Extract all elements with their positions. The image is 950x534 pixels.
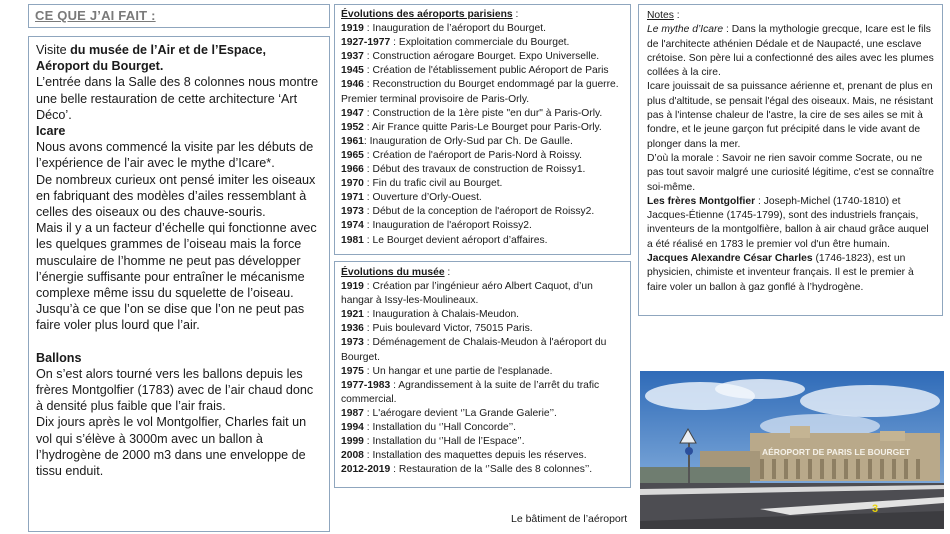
airports-year: 1973: [341, 206, 364, 218]
airports-item: [341, 234, 625, 248]
museum-item: [341, 421, 625, 435]
page-title: CE QUE J’AI FAIT :: [35, 8, 156, 23]
airports-event: : Exploitation commerciale du Bourget.: [390, 37, 570, 49]
museum-year: 1994: [341, 422, 364, 434]
intro-museum-name: du musée de l’Air et de l’Espace, Aéroport du Bourget.: [36, 43, 267, 74]
intro-paragraph: [36, 42, 321, 74]
airports-year: 1927-1977: [341, 37, 391, 49]
museum-year: 1936: [341, 323, 364, 335]
museum-event: : Installation du ‘’Hall Concorde’’.: [363, 422, 516, 434]
museum-item: [341, 463, 625, 477]
airports-heading-suffix: :: [512, 9, 519, 20]
museum-year: 1987: [341, 407, 364, 419]
ballons-paragraph-1: On s’est alors tourné vers les ballons depuis les frères Montgolfier (1783) avec de l’air chaud donc à densité plus faible que l’air frais.: [36, 366, 314, 414]
airports-timeline-panel: [334, 4, 631, 255]
airports-event: : Air France quitte Paris-Le Bourget pour Paris-Orly.: [363, 121, 602, 133]
airports-event: : Début de la conception de l'aéroport de Roissy2.: [363, 206, 595, 218]
airports-item: [341, 177, 625, 191]
museum-timeline-panel: [334, 261, 631, 488]
icare-paragraph-1: Nous avons commencé la visite par les débuts de l’expérience de l’air avec le mythe d’Icare*.: [36, 140, 314, 171]
airports-year: 1966: [341, 164, 364, 176]
airports-list: [341, 22, 625, 248]
airports-item: [341, 191, 625, 205]
airports-year: 1946: [341, 79, 364, 91]
airports-item: [341, 121, 625, 135]
notes-panel: [638, 4, 943, 316]
airports-event: : Construction aérogare Bourget. Expo Universelle.: [363, 51, 600, 63]
airports-event: : Création de l'établissement public Aéroport de Paris: [363, 65, 609, 77]
note-icare: [647, 23, 936, 80]
intro-prefix: Visite: [36, 43, 71, 57]
museum-event: : Déménagement de Chalais-Meudon à l'aéroport du Bourget.: [341, 337, 607, 363]
note-charles: [647, 252, 936, 295]
airports-year: 1961: [341, 135, 364, 147]
airports-item: [341, 78, 625, 106]
museum-item: [341, 435, 625, 449]
museum-year: 1975: [341, 365, 364, 377]
airports-item: [341, 163, 625, 177]
museum-year: 2012-2019: [341, 464, 391, 476]
airports-heading: Évolutions des aéroports parisiens: [341, 9, 513, 20]
museum-item: [341, 336, 625, 364]
airports-item: [341, 64, 625, 78]
museum-item: [341, 407, 625, 421]
airports-event: : Inauguration de l'aéroport Roissy2.: [363, 220, 532, 232]
museum-list: [341, 280, 625, 477]
museum-event: : Inauguration à Chalais-Meudon.: [363, 309, 520, 321]
airport-photo-illustration: [640, 371, 944, 529]
airports-item: [341, 50, 625, 64]
airports-item: [341, 36, 625, 50]
photo-caption: Le bâtiment de l’aéroport: [511, 513, 628, 525]
airports-item: [341, 205, 625, 219]
airports-year: 1971: [341, 192, 364, 204]
museum-event: : Création par l’ingénieur aéro Albert Caquot, d’un hangar à Issy-les-Moulineaux.: [341, 281, 593, 307]
airports-event: : Ouverture d’Orly-Ouest.: [363, 192, 482, 204]
note-icare-3: D’où la morale : Savoir ne rien savoir comme Socrate, ou ne pas tout savoir malgré une curiosité légitime, c'est se connaître soi-même.: [647, 152, 934, 193]
museum-year: 1977-1983: [341, 379, 391, 391]
museum-year: 2008: [341, 450, 364, 462]
museum-year: 1919: [341, 281, 364, 293]
icare-heading: Icare: [36, 124, 66, 139]
museum-item: [341, 449, 625, 463]
note-montgolfier: [647, 195, 936, 252]
airports-year: 1965: [341, 149, 364, 161]
museum-event: : Puis boulevard Victor, 75015 Paris.: [363, 323, 533, 335]
airports-year: 1919: [341, 23, 364, 35]
note-montgolfier-text: : Joseph-Michel (1740-1810) et Jacques-Étienne (1745-1799), sont des industriels français, inventeurs de la montgolfière, ballon à air chaud grâce auquel a été réalisé en 1783 le premier vol d'un être humain.: [647, 195, 929, 250]
museum-event: : Installation du ‘’Hall de l’Espace’’.: [363, 436, 525, 448]
airports-item: [341, 149, 625, 163]
building-sign: AÉROPORT DE PARIS LE BOURGET: [762, 447, 911, 457]
museum-heading-suffix: :: [444, 267, 451, 278]
airports-year: 1945: [341, 65, 364, 77]
museum-heading: Évolutions du musée: [341, 267, 445, 278]
airports-event: : Inauguration de l’aéroport du Bourget.: [363, 23, 546, 35]
airport-building-photo: [640, 371, 944, 529]
museum-item: [341, 308, 625, 322]
airports-year: 1974: [341, 220, 364, 232]
note-charles-label: Jacques Alexandre César Charles: [647, 253, 813, 265]
museum-year: 1973: [341, 337, 364, 349]
airports-year: 1970: [341, 178, 364, 190]
museum-year: 1999: [341, 436, 364, 448]
icare-paragraph-2: De nombreux curieux ont pensé imiter les oiseaux en fabriquant des modèles d’ailes ressemblant à celles des oiseaux ou des chauve-souris.: [36, 172, 316, 220]
museum-event: : Agrandissement à la suite de l’arrêt du trafic commercial.: [341, 379, 600, 405]
page-number: 3: [872, 503, 879, 515]
intro-text: L’entrée dans la Salle des 8 colonnes nous montre une belle restauration de cette architecture ‘Art Déco’.: [36, 75, 319, 122]
airports-year: 1947: [341, 107, 364, 119]
what-i-did-panel: [28, 36, 330, 532]
airports-event: : Le Bourget devient aéroport d’affaires.: [363, 234, 548, 246]
ballons-heading: Ballons: [36, 350, 82, 365]
airports-item: [341, 219, 625, 233]
airports-item: [341, 22, 625, 36]
notes-heading-suffix: :: [673, 10, 680, 21]
museum-item: [341, 379, 625, 407]
airports-event: : Création de l'aéroport de Paris-Nord à Roissy.: [363, 149, 583, 161]
note-icare-2: Icare jouissait de sa puissance aérienne et, prenant de plus en plus d'altitude, se pensait l'égal des oiseaux. Mais, ne résistant pas à l'intense chaleur de l'astre, la cire de ses ailes se mit à fondre, et le jeune garçon fut précipité dans le vide avant de plonger dans la mer.: [647, 81, 934, 150]
airports-event: : Fin du trafic civil au Bourget.: [363, 178, 503, 190]
museum-event: : Restauration de la ‘’Salle des 8 colonnes’’.: [390, 464, 593, 476]
ballons-paragraph-2: Dix jours après le vol Montgolfier, Charles fait un vol qui s’élève à 3000m avec un ballon à l’hydrogène de 2000 m3 dans une enveloppe de tissu enduit.: [36, 415, 307, 479]
note-icare-text: : Dans la mythologie grecque, Icare est le fils de l'architecte athénien Dédale et de Naupacté, une esclave crétoise. Son père lui a confectionné des ailes avec les plumes collées à la cire.: [647, 24, 934, 79]
airports-event: : Inauguration de Orly-Sud par Ch. De Gaulle.: [363, 135, 573, 147]
museum-event: : L'aérogare devient ‘’La Grande Galerie’’.: [363, 407, 557, 419]
airports-item: [341, 107, 625, 121]
airports-event: : Construction de la 1ère piste "en dur" à Paris-Orly.: [363, 107, 603, 119]
airports-year: 1981: [341, 234, 364, 246]
airports-event: : Début des travaux de construction de Roissy1.: [363, 164, 586, 176]
museum-item: [341, 280, 625, 308]
note-charles-text: (1746-1823), est un physicien, chimiste et inventeur français. Il est le premier à faire voler un ballon à gaz gonflé à l’hydrogène.: [647, 253, 914, 293]
airports-event: : Reconstruction du Bourget endommagé par la guerre. Premier terminal provisoire de Paris-Orly.: [341, 79, 619, 105]
note-icare-label: Le mythe d’Icare: [647, 24, 724, 36]
museum-year: 1921: [341, 309, 364, 321]
airports-year: 1952: [341, 121, 364, 133]
icare-paragraph-3: Mais il y a un facteur d’échelle qui fonctionne avec les quelques grammes de l’oiseau mais la force musculaire de l’homme ne peut pas développer l’énergie suffisante pour entraîner le mécanisme complexe même issu du squelette de l’oiseau.: [36, 221, 317, 301]
museum-item: [341, 322, 625, 336]
museum-event: : Un hangar et une partie de l'esplanade.: [363, 365, 553, 377]
airports-year: 1937: [341, 51, 364, 63]
museum-item: [341, 365, 625, 379]
notes-heading: Notes: [647, 10, 674, 21]
museum-event: : Installation des maquettes depuis les réserves.: [363, 450, 587, 462]
airports-item: [341, 135, 625, 149]
icare-paragraph-4: Jusqu’à ce que l’on se dise que l’on ne peut pas faire voler plus lourd que l’air.: [36, 302, 305, 333]
note-montgolfier-label: Les frères Montgolfier: [647, 195, 756, 207]
header-box: [28, 4, 330, 28]
